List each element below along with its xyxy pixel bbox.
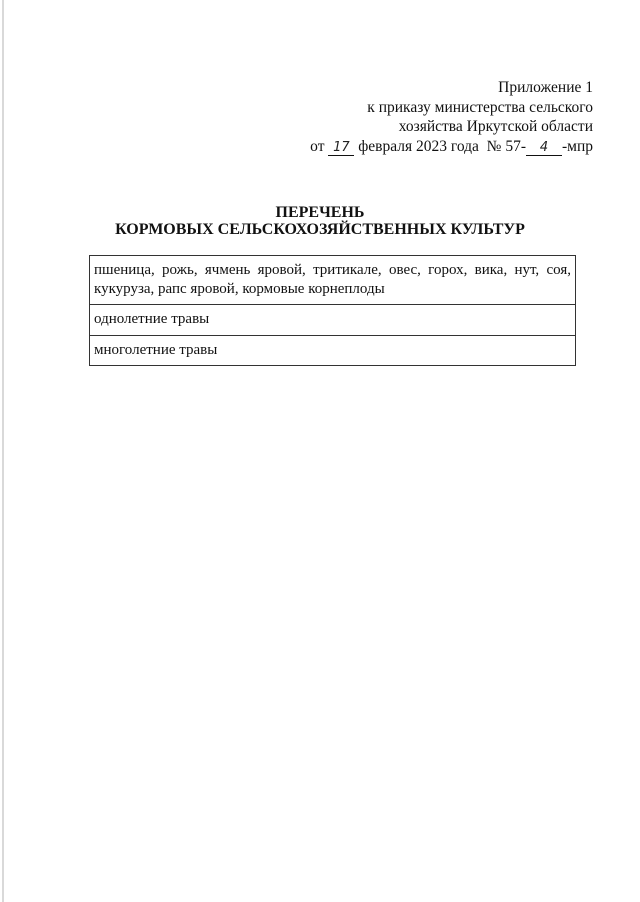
handwritten-order-number: 4 (526, 141, 562, 156)
document-title: ПЕРЕЧЕНЬ (275, 204, 365, 221)
handwritten-day: 17 (328, 141, 354, 156)
appendix-title: Приложение 1 (498, 79, 593, 96)
crops-table (89, 255, 576, 366)
order-date-number (310, 137, 593, 157)
order-number-suffix: -мпр (561, 137, 593, 155)
date-prefix: от (310, 137, 325, 155)
table-row (90, 256, 576, 305)
document-subtitle: КОРМОВЫХ СЕЛЬСКОХОЗЯЙСТВЕННЫХ КУЛЬТУР (115, 221, 525, 238)
table-cell-perennial-grasses: многолетние травы (90, 335, 576, 366)
appendix-header (310, 78, 593, 156)
order-reference: к приказу министерства сельского (367, 98, 593, 116)
date-month-year: февраля 2023 года (358, 137, 479, 155)
table-cell-grain-crops: пшеница, рожь, ячмень яровой, тритикале, овес, горох, вика, нут, соя, кукуруза, рапс яровой, кормовые корнеплоды (90, 256, 576, 305)
ministry-name: хозяйства Иркутской области (398, 118, 593, 135)
page-edge-shadow (2, 0, 4, 902)
table-row (90, 305, 576, 336)
order-number-prefix: № 57- (486, 137, 526, 155)
table-row (90, 335, 576, 366)
table-cell-annual-grasses: однолетние травы (90, 305, 576, 336)
